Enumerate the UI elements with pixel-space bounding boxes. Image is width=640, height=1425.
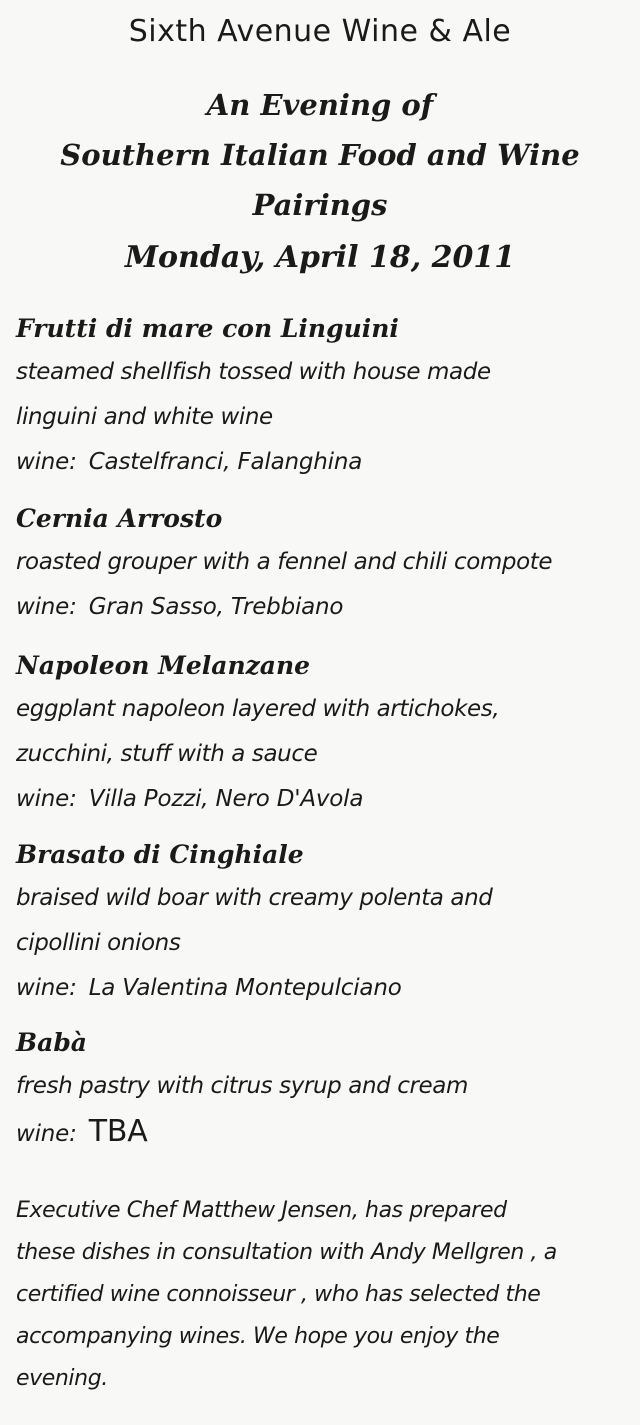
course-frutti-di-mare	[16, 308, 626, 485]
course-description-line: cipollini onions	[16, 930, 181, 956]
event-date: Monday, April 18, 2011	[124, 240, 516, 275]
course-name: Napoleon Melanzane	[16, 651, 311, 680]
closing-note-line: certified wine connoisseur , who has selected the	[16, 1282, 541, 1307]
closing-note	[16, 1190, 626, 1400]
course-description-line: eggplant napoleon layered with artichokes,	[16, 696, 500, 722]
course-baba	[16, 1022, 626, 1154]
course-brasato-di-cinghiale	[16, 834, 626, 1011]
course-description-line: zucchini, stuff with a sauce	[16, 741, 318, 767]
course-cernia-arrosto	[16, 498, 626, 630]
wine-name: Castelfranci, Falanghina	[88, 449, 363, 475]
wine-pairing	[16, 585, 626, 630]
wine-label: wine:	[16, 786, 77, 812]
wine-label: wine:	[16, 594, 77, 620]
wine-label: wine:	[16, 975, 77, 1001]
wine-pairing	[16, 777, 626, 822]
wine-pairing	[16, 440, 626, 485]
course-napoleon-melanzane	[16, 645, 626, 822]
wine-name: Gran Sasso, Trebbiano	[88, 594, 344, 620]
closing-note-line: Executive Chef Matthew Jensen, has prepared	[16, 1198, 507, 1223]
course-description-line: fresh pastry with citrus syrup and cream	[16, 1073, 469, 1099]
course-name: Cernia Arrosto	[16, 504, 223, 533]
event-title-line-2: Southern Italian Food and Wine	[60, 138, 580, 172]
wine-label: wine:	[16, 449, 77, 475]
wine-pairing	[16, 966, 626, 1011]
closing-note-line: evening.	[16, 1366, 108, 1391]
course-description-line: linguini and white wine	[16, 404, 273, 430]
course-name: Frutti di mare con Linguini	[16, 314, 399, 343]
closing-note-line: these dishes in consultation with Andy Mellgren , a	[16, 1240, 557, 1265]
course-name: Babà	[16, 1028, 88, 1057]
event-title-line-3: Pairings	[252, 188, 388, 222]
course-description-line: braised wild boar with creamy polenta and	[16, 885, 493, 911]
wine-label: wine:	[16, 1121, 77, 1147]
course-name: Brasato di Cinghiale	[16, 840, 304, 869]
restaurant-name: Sixth Avenue Wine & Ale	[128, 14, 512, 49]
closing-note-line: accompanying wines. We hope you enjoy the	[16, 1324, 500, 1349]
course-description-line: roasted grouper with a fennel and chili compote	[16, 549, 553, 575]
event-title-line-1: An Evening of	[206, 88, 434, 122]
wine-name: TBA	[88, 1114, 148, 1149]
wine-name: La Valentina Montepulciano	[88, 975, 402, 1001]
course-description-line: steamed shellfish tossed with house made	[16, 359, 491, 385]
wine-pairing	[16, 1109, 626, 1154]
wine-name: Villa Pozzi, Nero D'Avola	[88, 786, 364, 812]
